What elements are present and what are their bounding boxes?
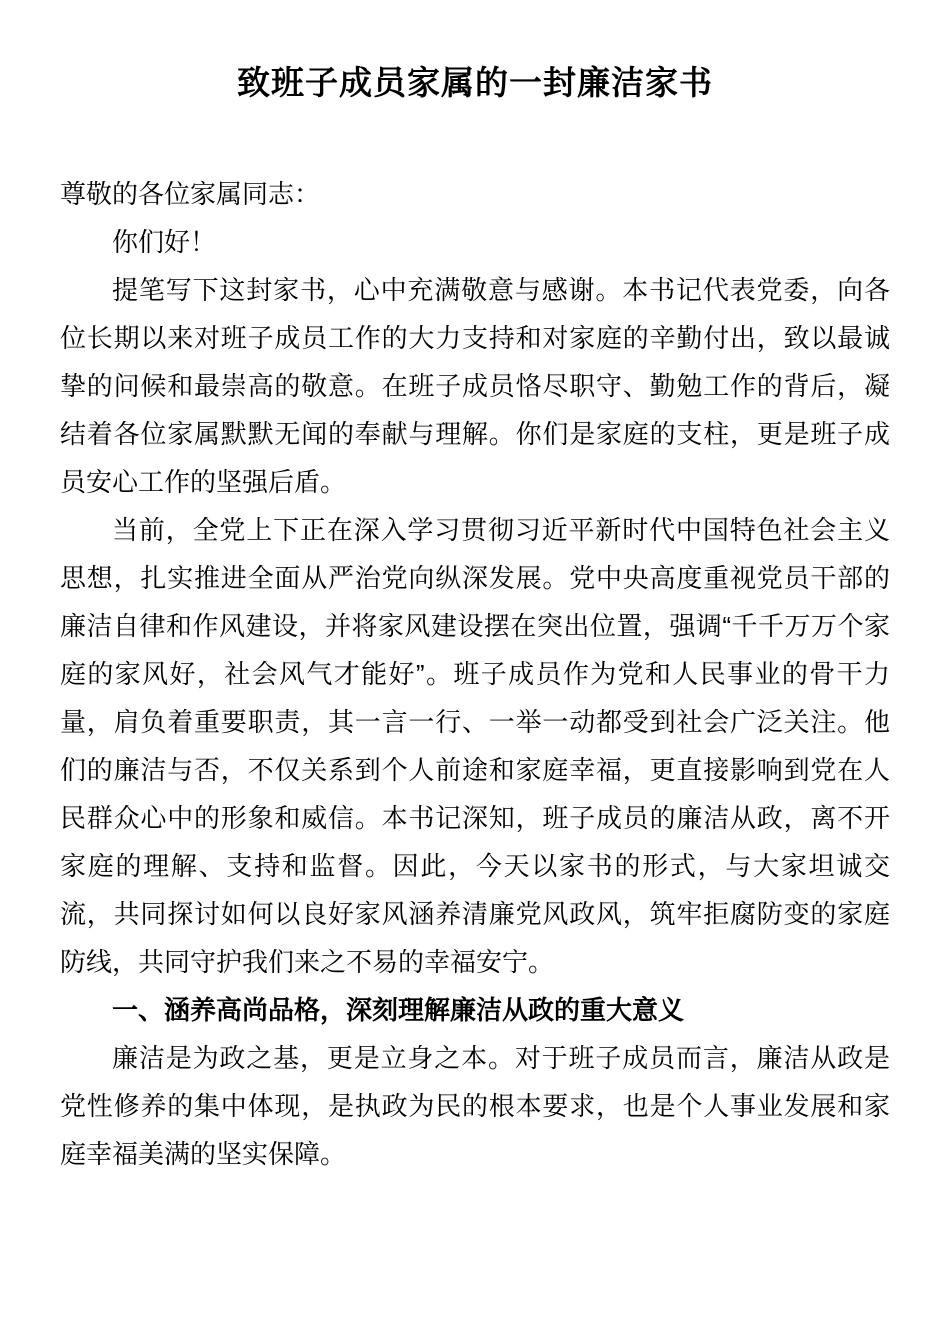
paragraph-section1-body: 廉洁是为政之基，更是立身之本。对于班子成员而言，廉洁从政是党性修养的集中体现，是执政为民的根本要求，也是个人事业发展和家庭幸福美满的坚实保障。: [60, 1043, 890, 1169]
document-title: 致班子成员家属的一封廉洁家书: [237, 64, 713, 101]
paragraph-gratitude: 提笔写下这封家书，心中充满敬意与感谢。本书记代表党委，向各位长期以来对班子成员工作的大力支持和对家庭的辛勤付出，致以最诚挚的问候和最崇高的敬意。在班子成员恪尽职守、勤勉工作的背后，凝结着各位家属默默无闻的奉献与理解。你们是家庭的支柱，更是班子成员安心工作的坚强后盾。: [60, 275, 890, 497]
paragraph-greeting: 你们好！: [112, 227, 217, 257]
salutation-line: 尊敬的各位家属同志：: [60, 179, 321, 209]
paragraph-context: 当前，全党上下正在深入学习贯彻习近平新时代中国特色社会主义思想，扎实推进全面从严治党向纵深发展。党中央高度重视党员干部的廉洁自律和作风建设，并将家风建设摆在突出位置，强调“千千万万个家庭的家风好，社会风气才能好”。班子成员作为党和人民事业的骨干力量，肩负着重要职责，其一言一行、一举一动都受到社会广泛关注。他们的廉洁与否，不仅关系到个人前途和家庭幸福，更直接影响到党在人民群众心中的形象和威信。本书记深知，班子成员的廉洁从政，离不开家庭的理解、支持和监督。因此，今天以家书的形式，与大家坦诚交流，共同探讨如何以良好家风涵养清廉党风政风，筑牢拒腐防变的家庭防线，共同守护我们来之不易的幸福安宁。: [60, 515, 890, 977]
section-heading-1: 一、涵养高尚品格，深刻理解廉洁从政的重大意义: [112, 995, 685, 1025]
